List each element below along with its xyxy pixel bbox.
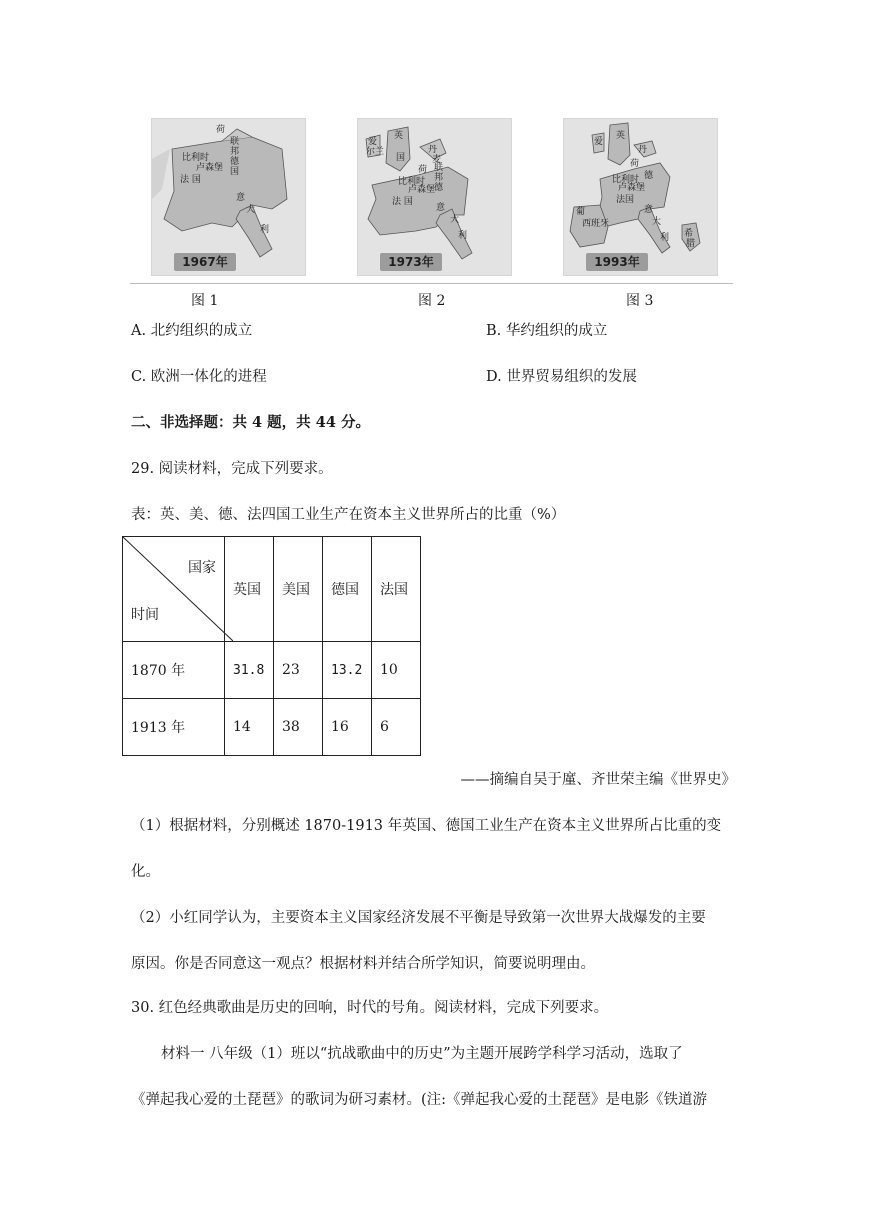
figure-caption-3: 图 3	[626, 293, 654, 309]
map-label: 大	[246, 205, 256, 215]
question-29-sub1-line1: （1）根据材料，分别概述 1870-1913 年英国、德国工业生产在资本主义世界所占比重的变	[131, 818, 722, 834]
question-29-stem: 29. 阅读材料，完成下列要求。	[131, 461, 333, 477]
table-cell: 38	[274, 699, 323, 756]
table-cell: 6	[372, 699, 421, 756]
map-label: 德	[644, 171, 654, 181]
table-time-cell: 1870 年	[123, 642, 225, 699]
table-corner-cell	[123, 537, 225, 642]
map-label: 荷	[418, 165, 428, 175]
table-cell: 13.2	[323, 642, 372, 699]
table-cell: 23	[274, 642, 323, 699]
map-label: 丹	[428, 145, 438, 155]
table-row	[123, 699, 421, 756]
map-year-label: 1973年	[380, 253, 442, 271]
map-label: 法国	[616, 195, 635, 205]
map-label: 利	[660, 233, 670, 243]
map-label: 利	[458, 231, 468, 241]
map-year-label: 1967年	[174, 253, 236, 271]
question-29-sub1-line2: 化。	[131, 864, 160, 880]
map-label: 比利时	[612, 175, 640, 185]
map-label: 国	[230, 167, 240, 177]
map-label: 英	[616, 131, 626, 141]
map-label: 邦	[434, 173, 444, 183]
table-header-cell: 英国	[225, 537, 274, 642]
map-label: 意	[236, 193, 246, 203]
map-year-label: 1993年	[586, 253, 648, 271]
table-header-cell: 德国	[323, 537, 372, 642]
map-label: 腊	[686, 239, 696, 249]
figure-caption-2: 图 2	[418, 293, 446, 309]
map-label: 利	[260, 225, 270, 235]
table-title: 表：英、美、德、法四国工业生产在资本主义世界所占的比重（%）	[131, 507, 566, 523]
table-source: ——摘编自吴于廑、齐世荣主编《世界史》	[460, 772, 736, 788]
option-c: C. 欧洲一体化的进程	[131, 369, 267, 385]
map-label: 比利时	[182, 153, 210, 163]
question-30-material-line2: 《弹起我心爱的土琵琶》的歌词为研习素材。(注:《弹起我心爱的土琵琶》是电影《铁道游	[131, 1092, 708, 1108]
map-label: 联	[230, 137, 240, 147]
map-label: 卢森堡	[408, 185, 436, 195]
map-label: 丹	[638, 145, 648, 155]
corner-time-label: 时间	[131, 607, 159, 623]
map-label: 比利时	[398, 177, 426, 187]
table-header-cell: 法国	[372, 537, 421, 642]
option-d: D. 世界贸易组织的发展	[486, 369, 637, 385]
corner-country-label: 国家	[188, 560, 216, 576]
option-b: B. 华约组织的成立	[486, 323, 608, 339]
map-label: 法 国	[180, 175, 201, 185]
map-label: 大	[450, 215, 460, 225]
figure-divider	[130, 283, 733, 284]
map-label: 国	[396, 153, 406, 163]
map-label: 爱	[368, 137, 378, 147]
map-label: 荷	[216, 125, 226, 135]
section-title: 二、非选择题：共 4 题，共 44 分。	[131, 414, 370, 431]
map-label: 卢森堡	[618, 183, 646, 193]
map-label: 爱	[594, 137, 604, 147]
map-label: 麦	[432, 155, 442, 165]
table-header-cell: 美国	[274, 537, 323, 642]
map-label: 联	[434, 163, 444, 173]
figure-caption-1: 图 1	[191, 293, 219, 309]
table-cell: 14	[225, 699, 274, 756]
table-cell: 10	[372, 642, 421, 699]
map-label: 希	[684, 229, 694, 239]
map-1993	[563, 118, 718, 276]
map-label: 卢森堡	[196, 163, 224, 173]
map-label: 尔兰	[366, 147, 385, 157]
question-29-sub2-line2: 原因。你是否同意这一观点？根据材料并结合所学知识，简要说明理由。	[131, 956, 595, 972]
table-cell: 16	[323, 699, 372, 756]
question-30-material-line1: 材料一 八年级（1）班以“抗战歌曲中的历史”为主题开展跨学科学习活动，选取了	[161, 1046, 683, 1062]
option-a: A. 北约组织的成立	[131, 323, 253, 339]
map-label: 西班牙	[582, 219, 610, 229]
map-label: 邦	[230, 147, 240, 157]
table-row	[123, 642, 421, 699]
map-label: 英	[394, 131, 404, 141]
question-29-sub2-line1: （2）小红同学认为，主要资本主义国家经济发展不平衡是导致第一次世界大战爆发的主要	[131, 910, 706, 926]
map-label: 葡	[576, 207, 586, 217]
map-1973	[357, 118, 512, 276]
corner-diagonal-line	[123, 537, 233, 641]
map-label: 意	[644, 205, 654, 215]
industrial-share-table	[122, 536, 421, 756]
map-label: 荷	[630, 159, 640, 169]
map-label: 德	[230, 157, 240, 167]
table-cell: 31.8	[225, 642, 274, 699]
map-label: 大	[652, 217, 662, 227]
question-30-stem: 30. 红色经典歌曲是历史的回响，时代的号角。阅读材料，完成下列要求。	[131, 1000, 609, 1016]
map-label: 法 国	[392, 197, 413, 207]
table-time-cell: 1913 年	[123, 699, 225, 756]
map-label: 德	[434, 183, 444, 193]
table-header-row	[123, 537, 421, 642]
map-label: 意	[436, 203, 446, 213]
map-1967	[151, 118, 306, 276]
